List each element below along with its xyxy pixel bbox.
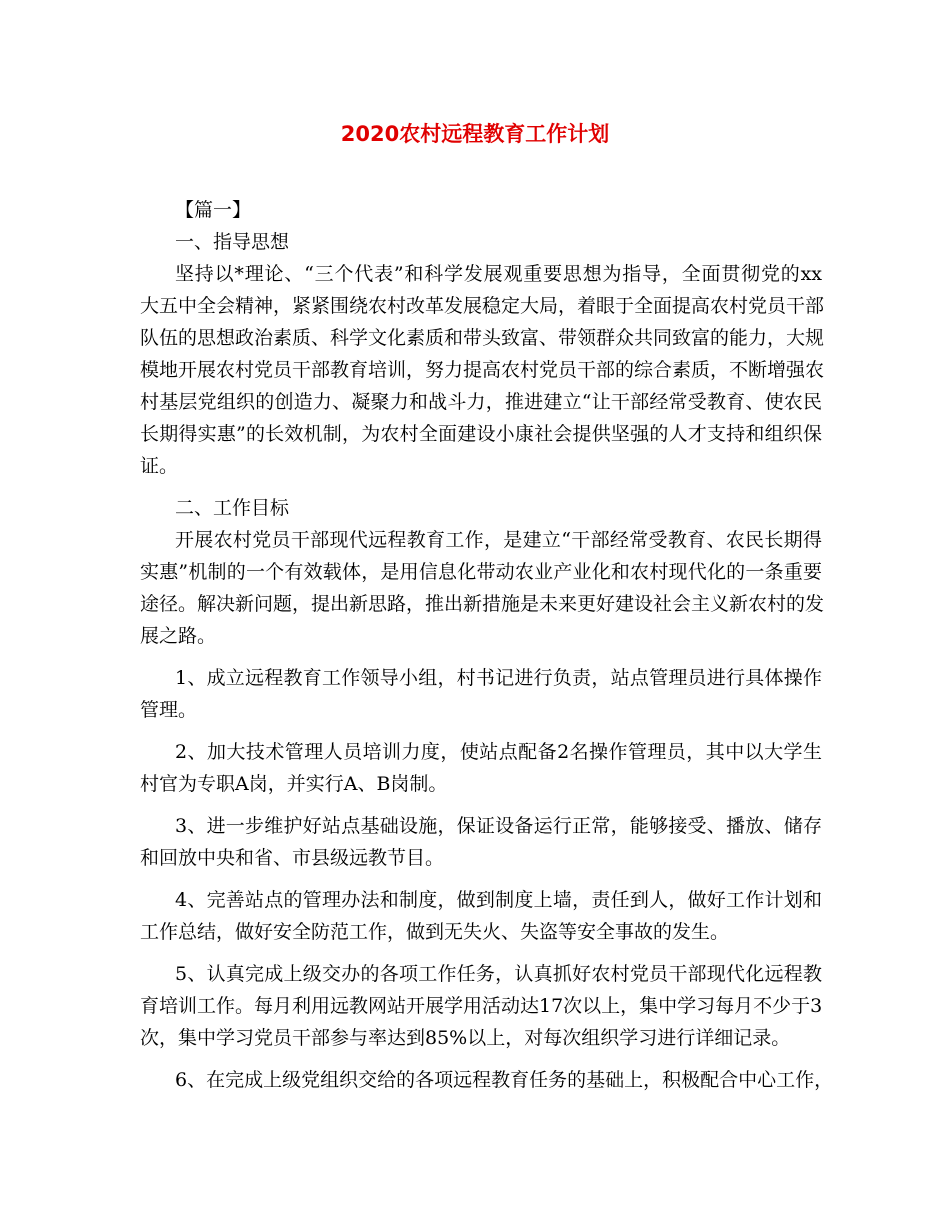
paragraph-line: 5、认真完成上级交办的各项工作任务，认真抓好农村党员干部现代化远程教: [175, 963, 822, 985]
heading-guiding-ideology: 一、指导思想: [175, 231, 290, 253]
paragraph-line: 村基层党组织的创造力、凝聚力和战斗力，推进建立“让干部经常受教育、使农民: [140, 391, 822, 413]
section-label: 【篇一】: [175, 199, 252, 221]
paragraph-line: 村官为专职A岗，并实行A、B岗制。: [140, 773, 448, 795]
paragraph-line: 证。: [140, 455, 179, 477]
document-body: [140, 194, 834, 1096]
paragraph-line: 开展农村党员干部现代远程教育工作，是建立“干部经常受教育、农民长期得: [175, 529, 822, 551]
paragraph-line: 展之路。: [140, 625, 217, 647]
paragraph-line: 途径。解决新问题，提出新思路，推出新措施是未来更好建设社会主义新农村的发: [140, 593, 825, 615]
paragraph-line: 3、进一步维护好站点基础设施，保证设备运行正常，能够接受、播放、储存: [175, 815, 822, 837]
list-item-4: [140, 884, 822, 948]
paragraph-line: 6、在完成上级党组织交给的各项远程教育任务的基础上，积极配合中心工作，: [175, 1069, 834, 1091]
list-item-5: [140, 958, 822, 1054]
list-item-2: [140, 736, 822, 800]
paragraph-line: 实惠”机制的一个有效载体，是用信息化带动农业产业化和农村现代化的一条重要: [140, 561, 822, 583]
paragraph-line: 育培训工作。每月利用远教网站开展学用活动达17次以上，集中学习每月不少于3: [140, 995, 823, 1017]
paragraph-line: 工作总结，做好安全防范工作，做到无失火、失盗等安全事故的发生。: [140, 921, 730, 943]
paragraph-line: 次，集中学习党员干部参与率达到85%以上，对每次组织学习进行详细记录。: [140, 1027, 791, 1049]
list-item-6: [140, 1064, 834, 1096]
paragraph-line: 1、成立远程教育工作领导小组，村书记进行负责，站点管理员进行具体操作: [175, 667, 822, 689]
paragraph-work-goals: [140, 524, 825, 652]
paragraph-line: 大五中全会精神，紧紧围绕农村改革发展稳定大局，着眼于全面提高农村党员干部: [140, 295, 825, 317]
paragraph-line: 坚持以*理论、“三个代表”和科学发展观重要思想为指导，全面贯彻党的xx: [175, 263, 822, 285]
paragraph-line: 长期得实惠”的长效机制，为农村全面建设小康社会提供坚强的人才支持和组织保: [140, 423, 822, 445]
document-title: 2020农村远程教育工作计划: [340, 122, 610, 146]
heading-work-goals: 二、工作目标: [175, 497, 290, 519]
list-item-3: [140, 810, 822, 874]
paragraph-line: 模地开展农村党员干部教育培训，努力提高农村党员干部的综合素质，不断增强农: [140, 359, 825, 381]
paragraph-line: 2、加大技术管理人员培训力度，使站点配备2名操作管理员，其中以大学生: [175, 741, 822, 763]
paragraph-line: 队伍的思想政治素质、科学文化素质和带头致富、带领群众共同致富的能力，大规: [140, 327, 825, 349]
paragraph-line: 和回放中央和省、市县级远教节目。: [140, 847, 445, 869]
paragraph-line: 4、完善站点的管理办法和制度，做到制度上墙，责任到人，做好工作计划和: [175, 889, 822, 911]
paragraph-line: 管理。: [140, 699, 198, 721]
paragraph-guiding-ideology: [140, 258, 825, 482]
list-item-1: [140, 662, 822, 726]
